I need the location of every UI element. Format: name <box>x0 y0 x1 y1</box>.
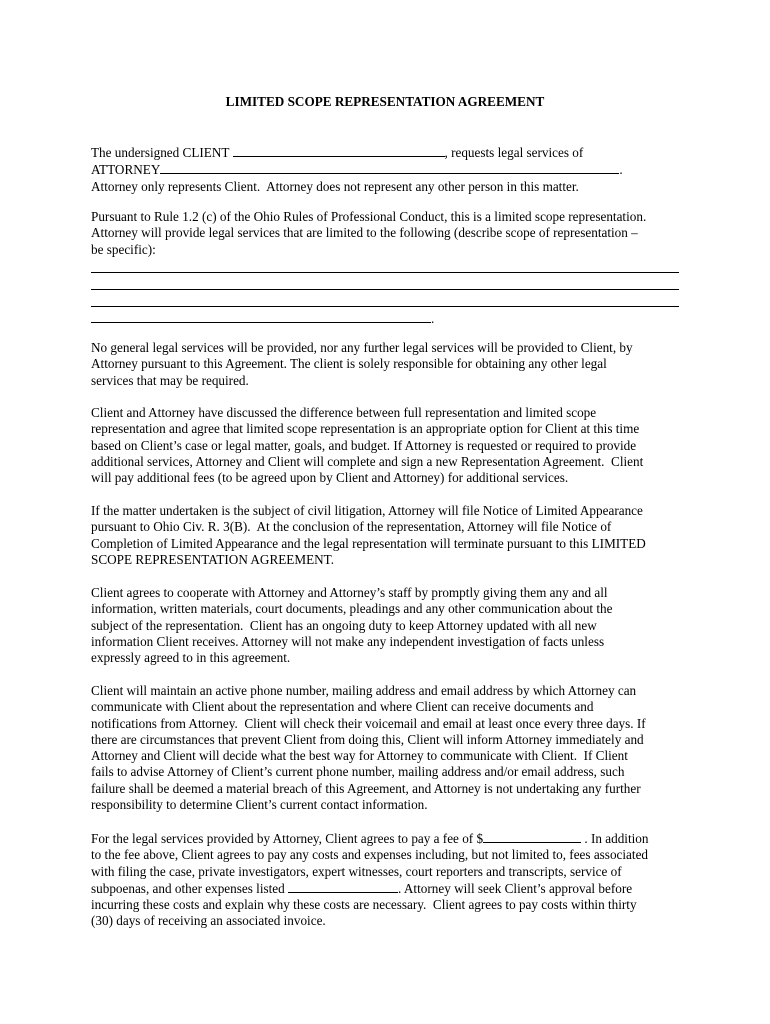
paragraph-line: pursuant to Ohio Civ. R. 3(B). At the conclusion of the representation, Attorney will file Notice of <box>91 519 612 535</box>
attorney-name-field[interactable] <box>160 161 619 174</box>
discussed-paragraph <box>91 405 691 486</box>
paragraph-line: Client will maintain an active phone number, mailing address and email address by which Attorney can <box>91 683 637 698</box>
scope-description-line-1[interactable] <box>91 258 679 273</box>
fees-line-1: For the legal services provided by Attorney, Client agrees to pay a fee of $ . In addition <box>91 831 649 846</box>
no-general-services-paragraph <box>91 340 691 389</box>
client-name-field[interactable] <box>233 144 445 157</box>
paragraph-line: information, written materials, court documents, pleadings and any other communication about the <box>91 601 613 617</box>
scope-description-line-2[interactable] <box>91 275 679 290</box>
paragraph-line: will pay additional fees (to be agreed upon by Client and Attorney) for additional services. <box>91 470 569 486</box>
scope-line: be specific): <box>91 241 156 257</box>
intro-line-3: Attorney only represents Client. Attorney does not represent any other person in this matter. <box>91 178 579 194</box>
scope-description-line-3[interactable] <box>91 292 679 307</box>
paragraph-line: Client agrees to cooperate with Attorney and Attorney’s staff by promptly giving them any and all <box>91 585 608 600</box>
scope-line: Pursuant to Rule 1.2 (c) of the Ohio Rules of Professional Conduct, this is a limited scope representation. <box>91 209 647 224</box>
paragraph-line: there are circumstances that prevent Client from doing this, Client will inform Attorney immediately and <box>91 731 644 747</box>
cooperation-paragraph <box>91 585 691 666</box>
intro-paragraph <box>91 144 691 195</box>
paragraph-line: representation and agree that limited scope representation is an appropriate option for Client at this time <box>91 421 640 437</box>
paragraph-line: If the matter undertaken is the subject of civil litigation, Attorney will file Notice of Limited Appearance <box>91 503 643 518</box>
scope-last-line: . <box>91 310 691 327</box>
paragraph-line: expressly agreed to in this agreement. <box>91 650 291 666</box>
civil-litigation-paragraph <box>91 503 691 568</box>
intro-line-2: ATTORNEY . <box>91 162 623 178</box>
paragraph-line: communicate with Client about the representation and where Client can receive documents and <box>91 699 594 715</box>
paragraph-line: No general legal services will be provided, nor any further legal services will be provided to Client, by <box>91 340 633 355</box>
paragraph-line: failure shall be deemed a material breach of this Agreement, and Attorney is not undertaking any further <box>91 780 641 796</box>
paragraph-line: incurring these costs and explain why these costs are necessary. Client agrees to pay costs within thirty <box>91 897 637 913</box>
paragraph-line: (30) days of receiving an associated invoice. <box>91 913 326 929</box>
paragraph-line: Attorney and Client will decide what the best way for Attorney to communicate with Client. If Client <box>91 748 628 764</box>
paragraph-line: additional services, Attorney and Client will complete and sign a new Representation Agreement. Client <box>91 453 644 469</box>
paragraph-line: based on Client’s case or legal matter, goals, and budget. If Attorney is requested or required to provide <box>91 437 637 453</box>
scope-line: Attorney will provide legal services that are limited to the following (describe scope of representation – <box>91 225 638 241</box>
paragraph-line: Client and Attorney have discussed the difference between full representation and limited scope <box>91 405 597 420</box>
paragraph-line: Attorney pursuant to this Agreement. The client is solely responsible for obtaining any other legal <box>91 356 607 372</box>
paragraph-line: to the fee above, Client agrees to pay any costs and expenses including, but not limited to, fees associated <box>91 847 649 863</box>
paragraph-line: Completion of Limited Appearance and the legal representation will terminate pursuant to this LIMITED <box>91 535 646 551</box>
paragraph-line: notifications from Attorney. Client will check their voicemail and email at least once every three days. If <box>91 715 646 731</box>
scope-description-line-4[interactable] <box>91 310 431 323</box>
fees-paragraph <box>91 830 691 930</box>
paragraph-line: SCOPE REPRESENTATION AGREEMENT. <box>91 551 335 567</box>
fee-amount-field[interactable] <box>483 830 581 843</box>
listed-expenses-field[interactable] <box>288 880 398 893</box>
paragraph-line: fails to advise Attorney of Client’s current phone number, mailing address and/or email address, such <box>91 764 625 780</box>
paragraph-line: with filing the case, private investigators, expert witnesses, court reporters and transcripts, service of <box>91 863 622 879</box>
scope-paragraph <box>91 209 691 327</box>
document-title: LIMITED SCOPE REPRESENTATION AGREEMENT <box>225 94 545 109</box>
paragraph-line: services that may be required. <box>91 372 249 388</box>
contact-information-paragraph <box>91 683 691 813</box>
intro-line-1: The undersigned CLIENT , requests legal services of <box>91 145 584 160</box>
paragraph-line: responsibility to determine Client’s current contact information. <box>91 797 428 813</box>
paragraph-line: information Client receives. Attorney will not make any independent investigation of facts unless <box>91 633 605 649</box>
fees-line-4: subpoenas, and other expenses listed . Attorney will seek Client’s approval before <box>91 880 633 896</box>
paragraph-line: subject of the representation. Client has an ongoing duty to keep Attorney updated with all new <box>91 617 597 633</box>
